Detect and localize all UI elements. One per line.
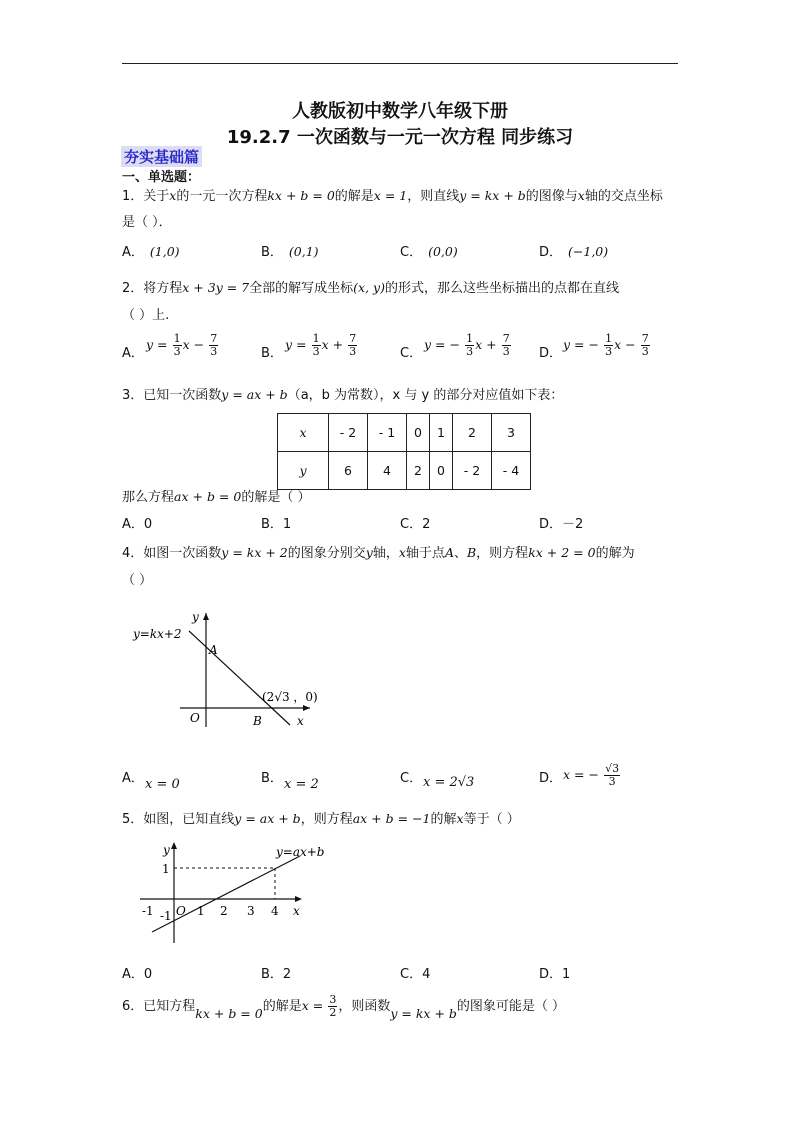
q5-tick-label: 1 <box>197 904 205 918</box>
q4-point-b-label: B <box>253 714 262 728</box>
table-cell: - 4 <box>492 452 531 490</box>
table-cell: 1 <box>430 414 453 452</box>
q2-option-b[interactable]: B． <box>261 346 283 361</box>
table-cell: y <box>278 452 329 490</box>
q3-option-c[interactable]: C．2 <box>400 517 431 532</box>
q4-option-d[interactable]: D． <box>539 771 563 786</box>
q4-coord-label: (2√3 ，0) <box>262 690 318 704</box>
q3-option-d[interactable]: D．－2 <box>539 517 584 532</box>
q5-x-arrow <box>295 896 302 902</box>
q4-options <box>0 763 800 797</box>
q5-stem: 5．如图，已知直线y = ax + b，则方程ax + b = −1的解x等于（ ） <box>122 811 520 827</box>
q5-y-arrow <box>171 842 177 849</box>
q2-option-d-expr: y = − $\frac{1}{3}$ x − $\frac{7}{3}$ <box>563 332 649 358</box>
q4-y-axis-label: y <box>192 610 199 624</box>
q1-option-d[interactable]: D． (−1,0) <box>539 244 609 260</box>
table-cell: - 2 <box>329 414 368 452</box>
q4-option-a-expr: x = 0 <box>145 777 180 792</box>
q4-x-axis-label: x <box>297 714 304 728</box>
q5-tick-label: 2 <box>220 904 228 918</box>
q5-origin-label: O <box>176 904 186 918</box>
q1-option-a[interactable]: A． (1,0) <box>122 244 180 260</box>
q3-option-a[interactable]: A．0 <box>122 517 153 532</box>
q1-stem-cont: 是（ ）． <box>122 215 172 230</box>
q4-option-c-expr: x = 2√3 <box>423 775 475 790</box>
table-cell: 2 <box>407 452 430 490</box>
q1-option-c[interactable]: C． (0,0) <box>400 244 458 260</box>
q5-tick-label: 4 <box>271 904 279 918</box>
q2-option-b-expr: y = $\frac{1}{3}$ x + $\frac{7}{3}$ <box>285 332 357 358</box>
q2-option-a-expr: y = $\frac{1}{3}$ x − $\frac{7}{3}$ <box>146 332 218 358</box>
q2-option-c-expr: y = − $\frac{1}{3}$ x + $\frac{7}{3}$ <box>424 332 510 358</box>
q5-y-neg-one-label: -1 <box>160 909 172 923</box>
q2-option-a[interactable]: A． <box>122 346 144 361</box>
q4-option-a[interactable]: A． <box>122 771 144 786</box>
page-subtitle: 19.2.7 一次函数与一元一次方程 同步练习 <box>226 127 574 148</box>
table-cell: 0 <box>407 414 430 452</box>
q1-options <box>0 241 800 261</box>
q5-x-axis-label: x <box>293 904 300 918</box>
q4-option-b[interactable]: B． <box>261 771 283 786</box>
q4-point-a-label: A <box>209 643 218 657</box>
q2-option-c[interactable]: C． <box>400 346 423 361</box>
table-cell: 2 <box>453 414 492 452</box>
table-cell: - 1 <box>368 414 407 452</box>
q4-stem-cont: （ ） <box>122 573 153 588</box>
q2-options <box>0 333 800 369</box>
table-cell: - 2 <box>453 452 492 490</box>
table-row <box>278 452 531 490</box>
table-row <box>278 414 531 452</box>
q5-y-one-label: 1 <box>162 862 170 876</box>
section-label: 夯实基础篇 <box>121 146 202 167</box>
q4-option-c[interactable]: C． <box>400 771 423 786</box>
q5-line-label: y=ax+b <box>276 845 325 859</box>
page-title: 人教版初中数学八年级下册 <box>292 101 508 122</box>
q2-option-d[interactable]: D． <box>539 346 563 361</box>
q5-option-a[interactable]: A．0 <box>122 967 153 982</box>
q1-option-b[interactable]: B． (0,1) <box>261 244 319 260</box>
q3-stem: 3．已知一次函数y = ax + b（a，b 为常数），x 与 y 的部分对应值如下表： <box>122 387 564 403</box>
q5-tick-label: -1 <box>142 904 154 918</box>
part-heading: 一、单选题： <box>122 170 201 185</box>
q2-stem: 2．将方程x + 3y = 7全部的解写成坐标(x, y)的形式，那么这些坐标描出的点都在直线 <box>122 280 619 296</box>
q5-tick-label: 3 <box>247 904 255 918</box>
q2-stem-cont: （ ）上. <box>122 308 170 323</box>
q5-option-c[interactable]: C．4 <box>400 967 431 982</box>
q5-option-d[interactable]: D．1 <box>539 967 571 982</box>
q4-option-d-expr: x = − $\frac{√3}{3}$ <box>563 762 620 788</box>
q4-option-b-expr: x = 2 <box>284 777 319 792</box>
table-cell: 4 <box>368 452 407 490</box>
q3-option-b[interactable]: B．1 <box>261 517 292 532</box>
q4-line-label: y=kx+2 <box>133 627 182 641</box>
q4-stem: 4．如图一次函数y = kx + 2的图象分别交y轴，x轴于点A、B，则方程kx + 2 = 0的解为 <box>122 545 635 561</box>
q3-stem-cont: 那么方程ax + b = 0的解是（ ） <box>122 489 311 505</box>
q3-value-table <box>277 413 531 490</box>
top-rule <box>122 63 678 64</box>
q5-option-b[interactable]: B．2 <box>261 967 292 982</box>
table-cell: 6 <box>329 452 368 490</box>
q6-stem: 6．已知方程kx + b = 0的解是x = $\frac{3}{2}$ ，则函数y = kx + b的图象可能是（ ） <box>122 993 566 1021</box>
q5-y-axis-label: y <box>163 843 170 857</box>
q3-options <box>0 513 800 533</box>
q4-function-line <box>189 631 290 725</box>
q5-options <box>0 963 800 983</box>
q4-y-arrow <box>203 613 209 620</box>
table-cell: 0 <box>430 452 453 490</box>
q5-graph <box>130 838 330 948</box>
table-cell: 3 <box>492 414 531 452</box>
q4-graph <box>125 605 345 735</box>
q1-stem: 1．关于x的一元一次方程kx + b = 0的解是x = 1，则直线y = kx + b的图像与x轴的交点坐标 <box>122 188 663 204</box>
q4-x-arrow <box>303 705 310 711</box>
table-cell: x <box>278 414 329 452</box>
q4-origin-label: O <box>190 711 200 725</box>
